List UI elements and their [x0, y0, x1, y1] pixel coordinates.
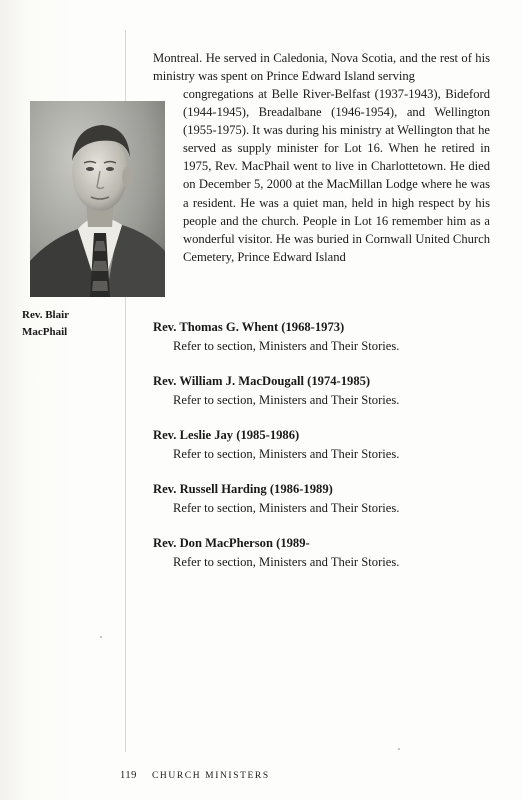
portrait-image	[30, 101, 165, 297]
minister-name: Rev. Leslie Jay (1985-1986)	[153, 428, 300, 442]
minister-entry	[153, 426, 493, 464]
page-number: 119	[120, 770, 137, 781]
minister-reference: Refer to section, Ministers and Their Stories.	[173, 447, 400, 461]
minister-reference: Refer to section, Ministers and Their Stories.	[173, 393, 400, 407]
portrait-photo	[30, 101, 165, 297]
minister-entry	[153, 534, 493, 572]
minister-entry	[153, 480, 493, 518]
biography-intro: Montreal. He served in Caledonia, Nova Scotia, and the rest of his ministry was spent on Prince Edward Island serving	[153, 51, 490, 84]
running-head: CHURCH MINISTERS	[152, 771, 270, 781]
minister-reference: Refer to section, Ministers and Their Stories.	[173, 339, 400, 353]
minister-name: Rev. Thomas G. Whent (1968-1973)	[153, 320, 345, 334]
paper-speck	[398, 748, 400, 750]
minister-reference: Refer to section, Ministers and Their Stories.	[173, 501, 400, 515]
photo-caption: Rev. Blair MacPhail	[22, 309, 70, 338]
minister-name: Rev. William J. MacDougall (1974-1985)	[153, 374, 371, 388]
biography-text: congregations at Belle River-Belfast (1937-1943), Bideford (1944-1945), Breadalbane (1946-1954), and Wellington (1955-1975). It was during his ministry at Wellington that he served as supply minister for Lot 16. When he retired in 1975, Rev. MacPhail went to live in Charlottetown. He died on December 5, 2000 at the MacMillan Lodge where he was a resident. He was a quiet man, held in high respect by his people and the church. People in Lot 16 remember him as a wonderful visitor. He was buried in Cornwall United Church Cemetery, Prince Edward Island	[183, 87, 490, 264]
minister-list	[153, 318, 493, 588]
minister-entry	[153, 318, 493, 356]
minister-entry	[153, 372, 493, 410]
page-footer	[120, 770, 270, 781]
paper-speck	[100, 636, 102, 638]
minister-name: Rev. Don MacPherson (1989-	[153, 536, 310, 550]
minister-reference: Refer to section, Ministers and Their Stories.	[173, 555, 400, 569]
minister-name: Rev. Russell Harding (1986-1989)	[153, 482, 333, 496]
